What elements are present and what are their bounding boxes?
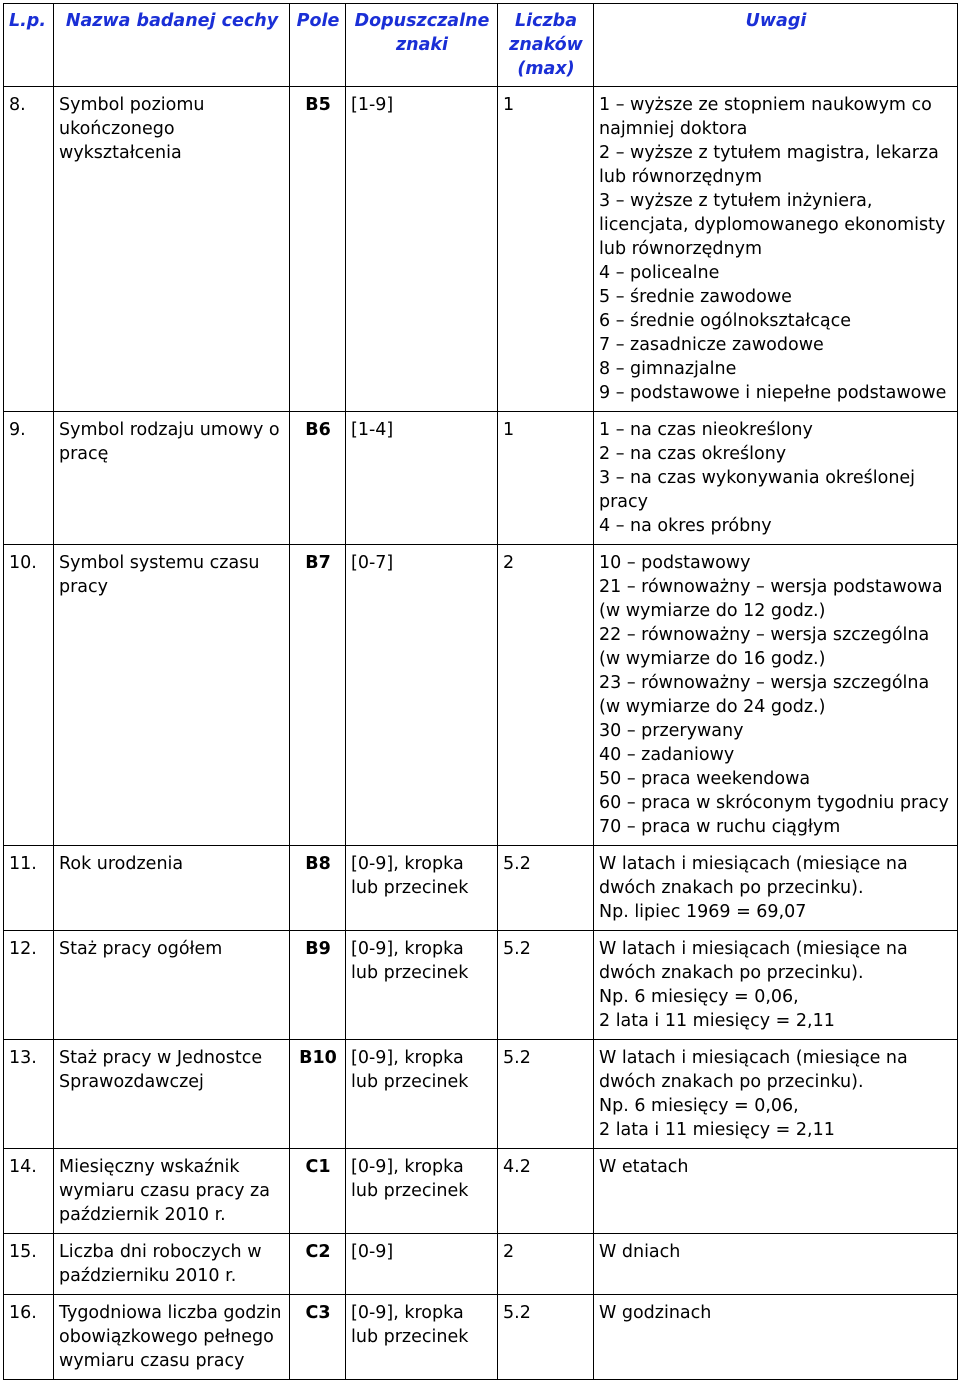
note-line: 50 – praca weekendowa (599, 769, 811, 789)
note-line: 22 – równoważny – wersja szczególna (w wymiarze do 16 godz.) (599, 625, 930, 669)
note-line: 60 – praca w skróconym tygodniu pracy (599, 793, 949, 813)
row-count: 5.2 (498, 1295, 594, 1380)
row-count: 2 (498, 1234, 594, 1295)
header-field: Pole (290, 4, 346, 87)
row-notes (594, 1149, 958, 1234)
row-lp: 10. (4, 545, 54, 846)
note-line: W etatach (599, 1157, 689, 1177)
row-name: Rok urodzenia (54, 846, 290, 931)
row-name: Staż pracy ogółem (54, 931, 290, 1040)
note-line: 5 – średnie zawodowe (599, 287, 792, 307)
note-line: Np. 6 miesięcy = 0,06, (599, 987, 799, 1007)
row-notes (594, 412, 958, 545)
note-line: W dniach (599, 1242, 681, 1262)
row-count: 4.2 (498, 1149, 594, 1234)
table-row (4, 1040, 958, 1149)
note-line: 2 – wyższe z tytułem magistra, lekarza lub równorzędnym (599, 143, 939, 187)
row-field: C1 (290, 1149, 346, 1234)
row-name: Symbol systemu czasu pracy (54, 545, 290, 846)
header-lp: L.p. (4, 4, 54, 87)
row-name: Symbol poziomu ukończonego wykształcenia (54, 87, 290, 412)
table-row (4, 87, 958, 412)
row-lp: 13. (4, 1040, 54, 1149)
row-field: B10 (290, 1040, 346, 1149)
note-line: 3 – wyższe z tytułem inżyniera, licencjata, dyplomowanego ekonomisty lub równorzędnym (599, 191, 946, 259)
row-name: Staż pracy w Jednostce Sprawozdawczej (54, 1040, 290, 1149)
row-name: Miesięczny wskaźnik wymiaru czasu pracy za październik 2010 r. (54, 1149, 290, 1234)
row-notes (594, 1295, 958, 1380)
note-line: 1 – wyższe ze stopniem naukowym co najmniej doktora (599, 95, 932, 139)
row-count: 2 (498, 545, 594, 846)
header-allowed: Dopuszczalne znaki (346, 4, 498, 87)
row-allowed: [1-4] (346, 412, 498, 545)
note-line: W latach i miesiącach (miesiące na dwóch znakach po przecinku). (599, 854, 908, 898)
row-field: B7 (290, 545, 346, 846)
table-row (4, 846, 958, 931)
row-lp: 11. (4, 846, 54, 931)
row-lp: 14. (4, 1149, 54, 1234)
row-lp: 16. (4, 1295, 54, 1380)
note-line: 30 – przerywany (599, 721, 744, 741)
table-row (4, 412, 958, 545)
table-row (4, 931, 958, 1040)
note-line: 10 – podstawowy (599, 553, 751, 573)
note-line: 9 – podstawowe i niepełne podstawowe (599, 383, 947, 403)
note-line: 40 – zadaniowy (599, 745, 735, 765)
note-line: 1 – na czas nieokreślony (599, 420, 813, 440)
row-notes (594, 846, 958, 931)
note-line: 70 – praca w ruchu ciągłym (599, 817, 841, 837)
note-line: 4 – na okres próbny (599, 516, 772, 536)
row-allowed: [1-9] (346, 87, 498, 412)
row-field: B5 (290, 87, 346, 412)
row-lp: 15. (4, 1234, 54, 1295)
row-notes (594, 87, 958, 412)
table-row (4, 545, 958, 846)
row-notes (594, 1234, 958, 1295)
note-line: 2 lata i 11 miesięcy = 2,11 (599, 1011, 835, 1031)
row-field: C3 (290, 1295, 346, 1380)
note-line: 21 – równoważny – wersja podstawowa (w wymiarze do 12 godz.) (599, 577, 943, 621)
row-lp: 8. (4, 87, 54, 412)
row-field: B6 (290, 412, 346, 545)
note-line: 6 – średnie ogólnokształcące (599, 311, 852, 331)
header-name: Nazwa badanej cechy (54, 4, 290, 87)
note-line: 23 – równoważny – wersja szczególna (w wymiarze do 24 godz.) (599, 673, 930, 717)
table-row (4, 1234, 958, 1295)
row-allowed: [0-9] (346, 1234, 498, 1295)
row-count: 5.2 (498, 846, 594, 931)
row-allowed: [0-7] (346, 545, 498, 846)
row-field: B8 (290, 846, 346, 931)
row-notes (594, 545, 958, 846)
row-allowed: [0-9], kropka lub przecinek (346, 846, 498, 931)
note-line: 4 – policealne (599, 263, 720, 283)
row-allowed: [0-9], kropka lub przecinek (346, 931, 498, 1040)
note-line: W latach i miesiącach (miesiące na dwóch znakach po przecinku). (599, 1048, 908, 1092)
note-line: 3 – na czas wykonywania określonej pracy (599, 468, 916, 512)
row-field: C2 (290, 1234, 346, 1295)
note-line: Np. lipiec 1969 = 69,07 (599, 902, 807, 922)
row-allowed: [0-9], kropka lub przecinek (346, 1040, 498, 1149)
table-row (4, 1295, 958, 1380)
note-line: 2 – na czas określony (599, 444, 787, 464)
row-count: 1 (498, 412, 594, 545)
row-name: Liczba dni roboczych w październiku 2010 r. (54, 1234, 290, 1295)
row-allowed: [0-9], kropka lub przecinek (346, 1295, 498, 1380)
row-lp: 12. (4, 931, 54, 1040)
note-line: W latach i miesiącach (miesiące na dwóch znakach po przecinku). (599, 939, 908, 983)
note-line: 2 lata i 11 miesięcy = 2,11 (599, 1120, 835, 1140)
data-specification-table (3, 3, 958, 1380)
note-line: Np. 6 miesięcy = 0,06, (599, 1096, 799, 1116)
row-count: 1 (498, 87, 594, 412)
header-notes: Uwagi (594, 4, 958, 87)
note-line: W godzinach (599, 1303, 712, 1323)
row-notes (594, 1040, 958, 1149)
row-field: B9 (290, 931, 346, 1040)
note-line: 7 – zasadnicze zawodowe (599, 335, 824, 355)
row-count: 5.2 (498, 931, 594, 1040)
table-row (4, 1149, 958, 1234)
row-lp: 9. (4, 412, 54, 545)
header-count: Liczba znaków (max) (498, 4, 594, 87)
row-name: Symbol rodzaju umowy o pracę (54, 412, 290, 545)
row-notes (594, 931, 958, 1040)
note-line: 8 – gimnazjalne (599, 359, 737, 379)
row-name: Tygodniowa liczba godzin obowiązkowego pełnego wymiaru czasu pracy (54, 1295, 290, 1380)
row-allowed: [0-9], kropka lub przecinek (346, 1149, 498, 1234)
header-row (4, 4, 958, 87)
row-count: 5.2 (498, 1040, 594, 1149)
